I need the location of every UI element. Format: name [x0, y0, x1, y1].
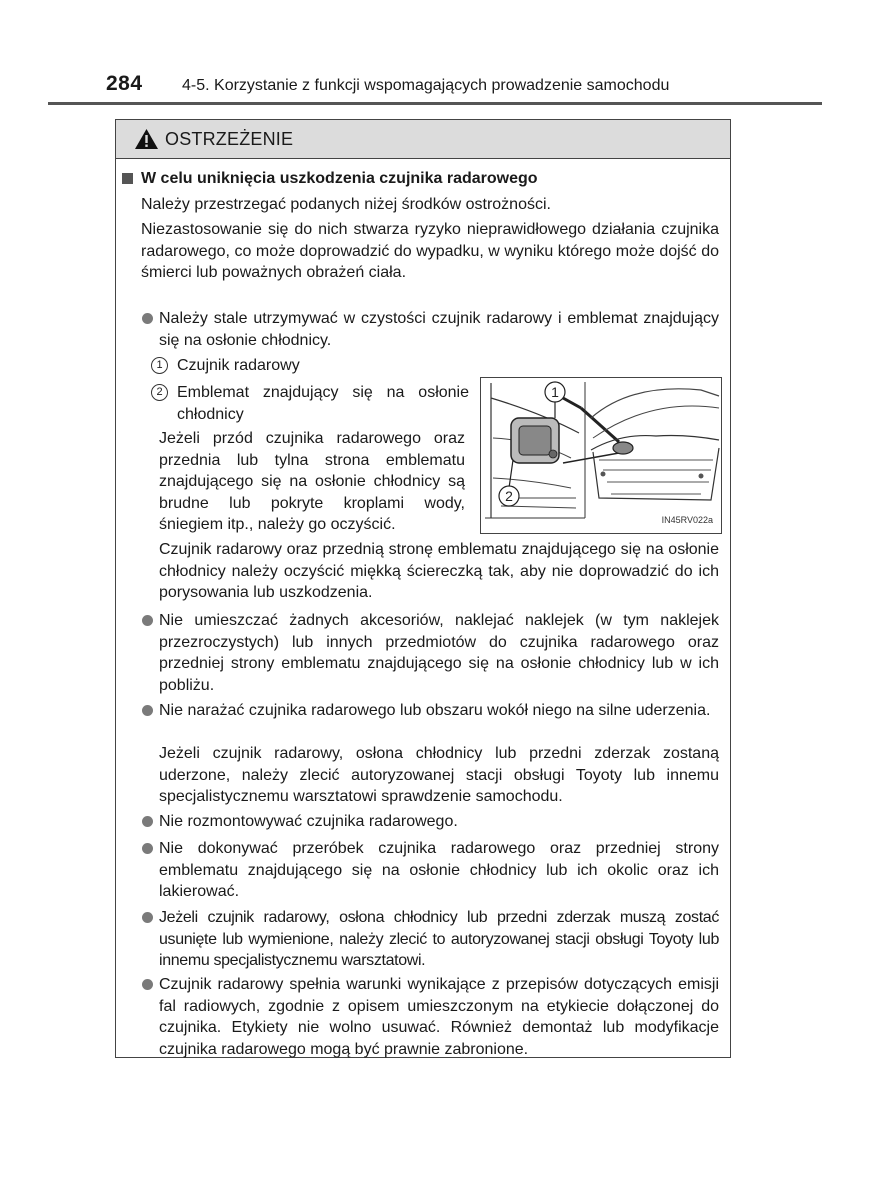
circled-number-1-icon: 1 — [151, 357, 168, 374]
bullet-item — [140, 811, 719, 833]
bullet-text: Nie rozmontowywać czujnika radarowego. — [159, 813, 458, 830]
header-rule — [48, 102, 822, 105]
numbered-item-text: Emblemat znajdujący się na osłonie chłodnicy — [177, 384, 469, 423]
bullet-dot-icon — [142, 313, 153, 324]
radar-sensor-figure — [480, 377, 722, 534]
warning-box — [115, 119, 731, 1058]
bullet-text: Czujnik radarowy spełnia warunki wynikające z przepisów dotyczących emisji fal radiowych, zgodnie z opisem umieszczonym na etykiecie dołączonej do czujnika. Etykiety nie wolno usuwać. Również demontaż lub modyfikacje czujnika radarowego mogą być prawnie zabronione. — [159, 976, 719, 1058]
warning-subheading — [122, 168, 538, 190]
bullet-item — [140, 838, 719, 903]
bullet-1-paragraph-2: Czujnik radarowy oraz przednią stronę emblematu znajdującego się na osłonie chłodnicy należy oczyścić miękką ściereczką tak, aby nie doprowadzić do ich porysowania lub uszkodzenia. — [159, 541, 719, 601]
bullet-dot-icon — [142, 816, 153, 827]
bullet-item — [140, 308, 719, 351]
bullet-dot-icon — [142, 843, 153, 854]
intro-paragraph-1: Należy przestrzegać podanych niżej środków ostrożności. — [141, 196, 551, 213]
bullet-dot-icon — [142, 705, 153, 716]
bullet-item — [140, 700, 719, 722]
numbered-item-2 — [151, 382, 469, 425]
figure-code: IN45RV022a — [661, 514, 713, 525]
warning-header — [116, 120, 730, 159]
bullet-text: Nie dokonywać przeróbek czujnika radarowego oraz przedniej strony emblematu znajdującego się na osłonie chłodnicy lub ich okolic oraz ich lakierować. — [159, 840, 719, 900]
bullet-dot-icon — [142, 912, 153, 923]
intro-paragraph-2: Niezastosowanie się do nich stwarza ryzyko nieprawidłowego działania czujnika radarowego, co może doprowadzić do wypadku, w wyniku którego może dojść do śmierci lub poważnych obrażeń ciała. — [141, 221, 719, 281]
numbered-item-text: Czujnik radarowy — [177, 357, 300, 374]
section-title: 4-5. Korzystanie z funkcji wspomagających prowadzenie samochodu — [182, 77, 670, 94]
subheading-text: W celu uniknięcia uszkodzenia czujnika radarowego — [141, 170, 538, 187]
figure-callout-2: 2 — [505, 488, 513, 504]
bullet-item — [140, 974, 719, 1060]
bullet-item — [140, 907, 719, 972]
bullet-item — [140, 610, 719, 696]
bullet-1-paragraph-1: Jeżeli przód czujnika radarowego oraz przednia lub tylna strona emblematu znajdującego się na osłonie chłodnicy są brudne lub pokryte kroplami wody, śniegiem itp., należy go oczyścić. — [159, 430, 465, 533]
warning-title: OSTRZEŻENIE — [165, 128, 294, 149]
bullet-dot-icon — [142, 979, 153, 990]
warning-triangle-icon — [134, 128, 159, 150]
bullet-text: Jeżeli czujnik radarowy, osłona chłodnicy lub przedni zderzak muszą zostać usunięte lub wymienione, należy zlecić to autoryzowanej stacji obsługi Toyoty lub innemu specjalistycznemu warsztatowi. — [159, 909, 719, 969]
square-bullet-icon — [122, 173, 133, 184]
numbered-item-1 — [151, 355, 469, 377]
figure-callout-1: 1 — [551, 384, 559, 400]
bullet-dot-icon — [142, 615, 153, 626]
bullet-text: Nie umieszczać żadnych akcesoriów, naklejać naklejek (w tym naklejek przezroczystych) lub innych przedmiotów do czujnika radarowego oraz przedniej strony emblematu znajdującego się na osłonie chłodnicy lub w ich pobliżu. — [159, 612, 719, 694]
circled-number-2-icon: 2 — [151, 384, 168, 401]
page-number: 284 — [106, 72, 143, 95]
bullet-text: Nie narażać czujnika radarowego lub obszaru wokół niego na silne uderzenia. — [159, 702, 711, 719]
bullet-3-paragraph: Jeżeli czujnik radarowy, osłona chłodnicy lub przedni zderzak zostaną uderzone, należy zlecić autoryzowanej stacji obsługi Toyoty lub innemu specjalistycznemu warsztatowi sprawdzenie samochodu. — [159, 745, 719, 805]
bullet-text: Należy stale utrzymywać w czystości czujnik radarowy i emblemat znajdujący się na osłonie chłodnicy. — [159, 310, 719, 349]
